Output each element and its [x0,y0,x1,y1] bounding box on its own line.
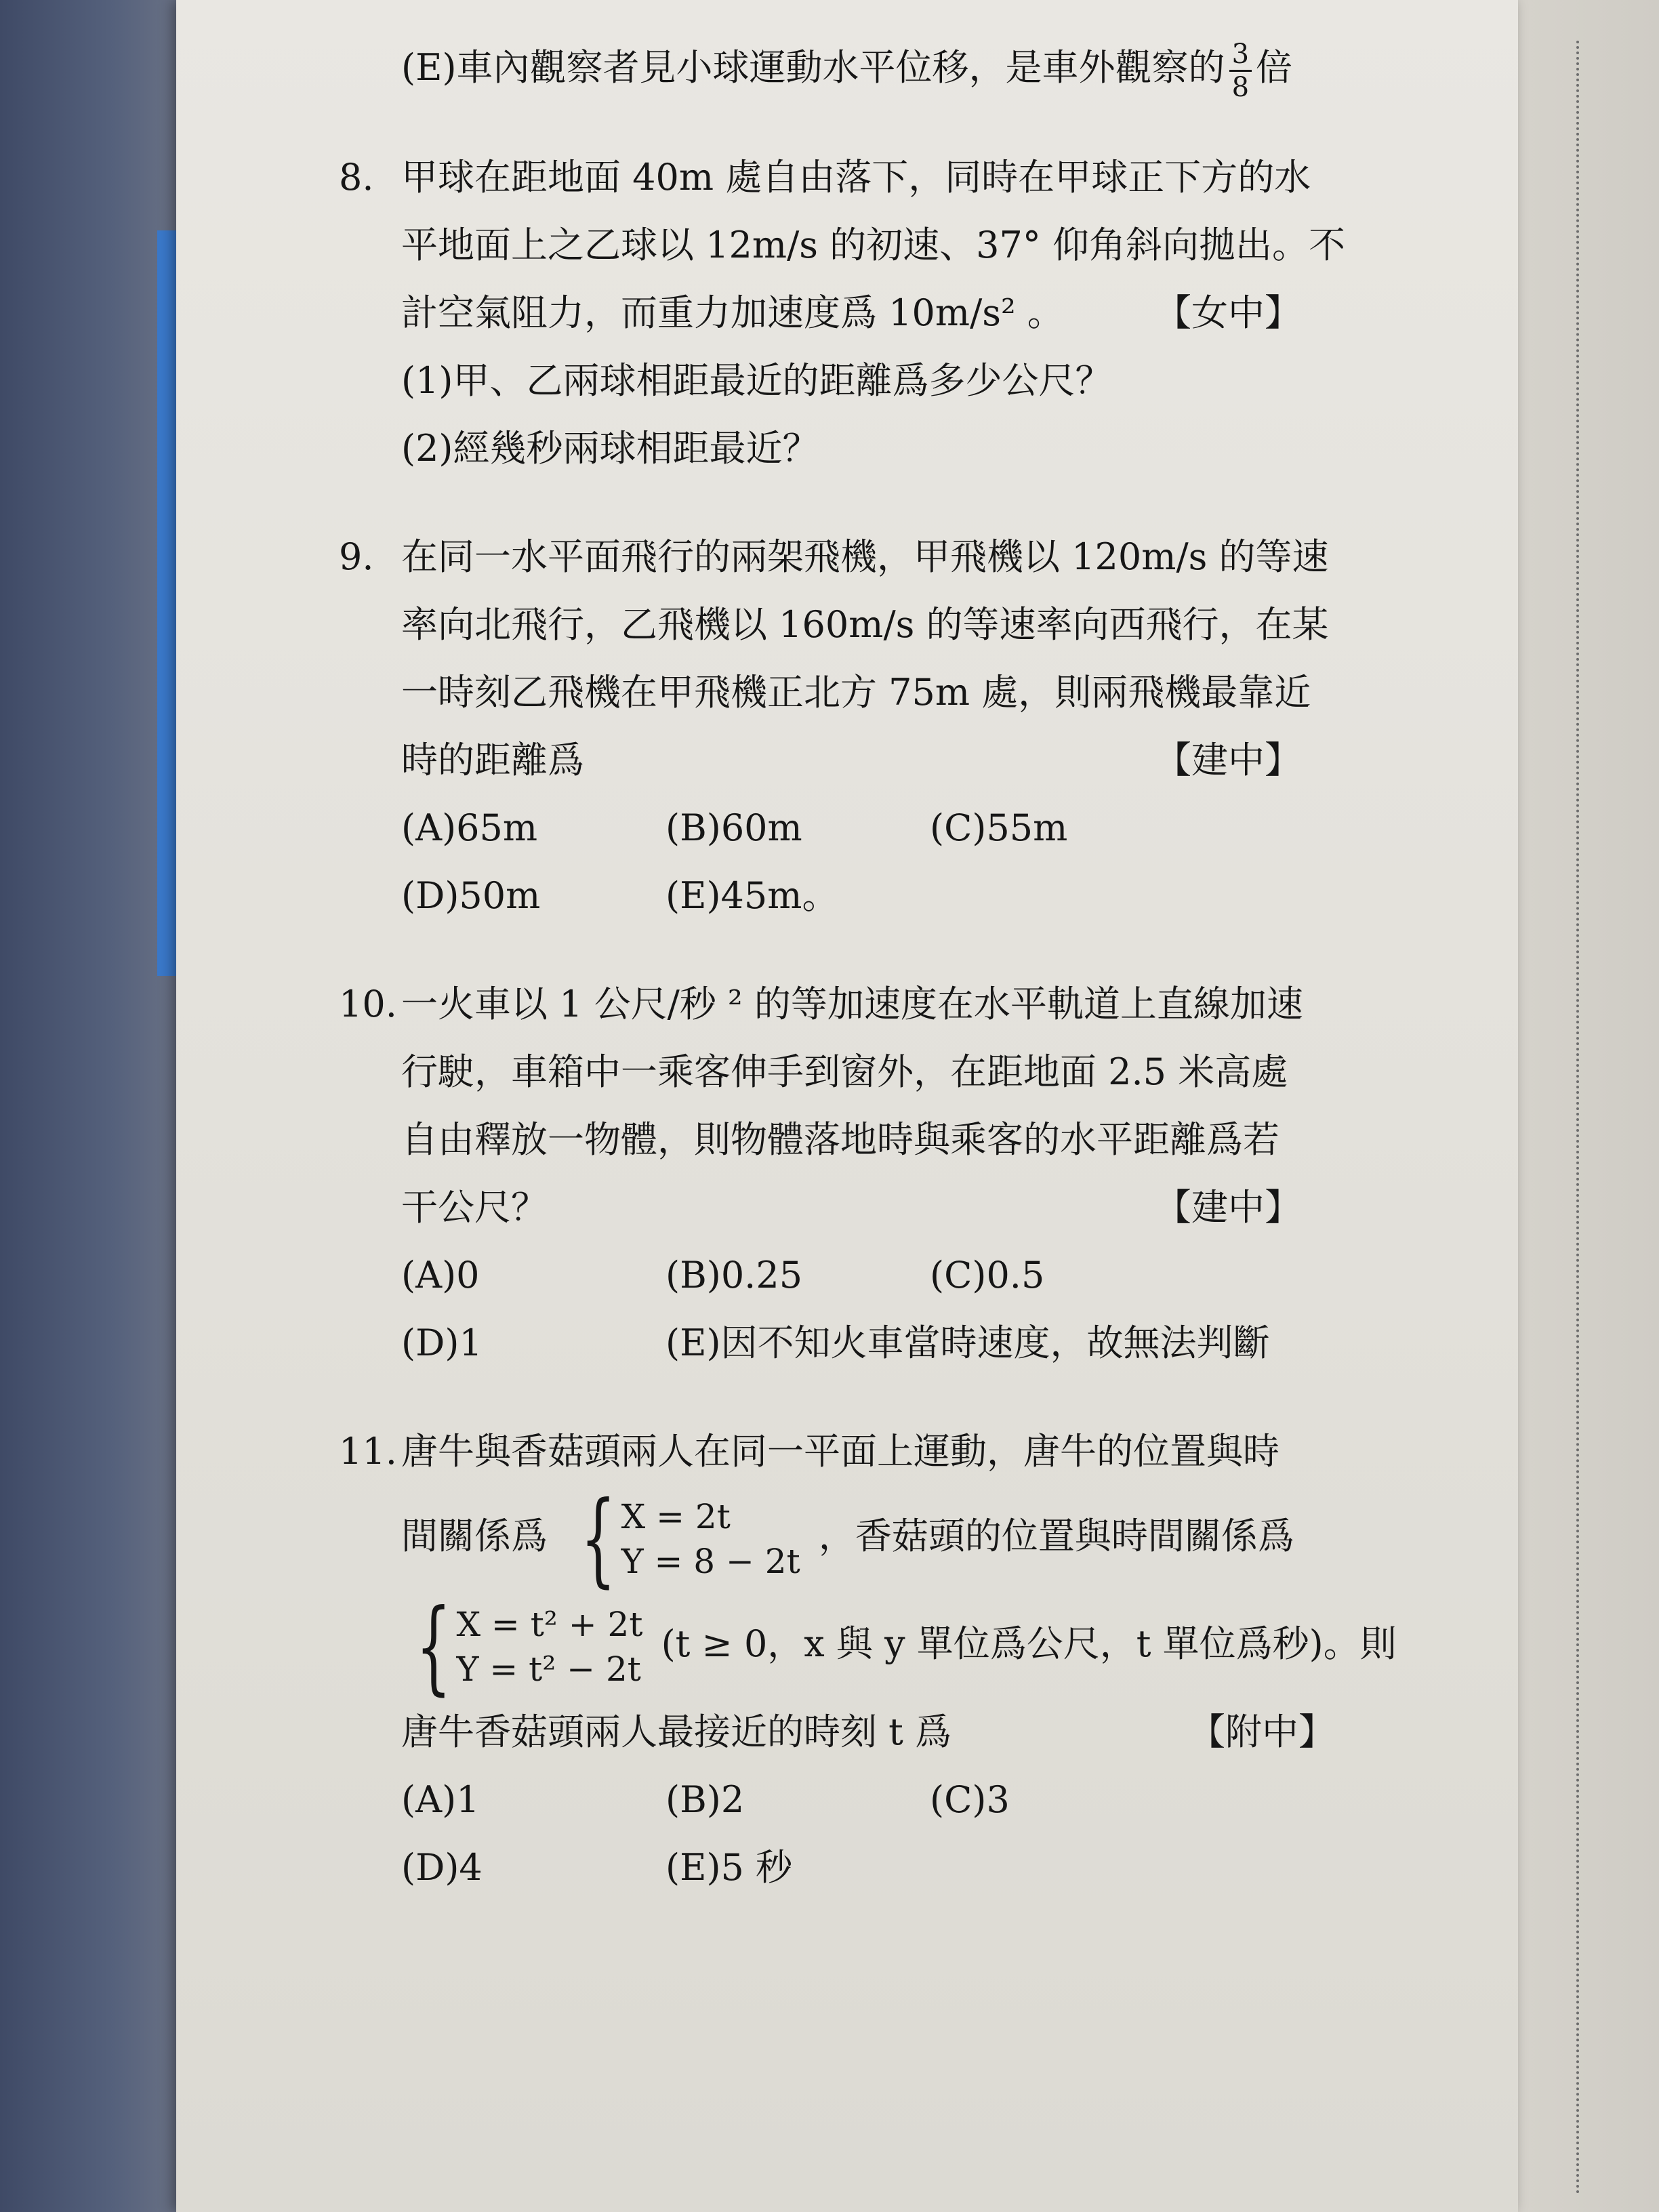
question-number: 10. [339,982,397,1025]
q8-sub2: (2)經幾秒兩球相距最近？ [401,426,819,470]
q8-text3: 計空氣阻力，而重力加速度爲 10m/s² 。 [401,291,1064,334]
q10-line2: 行駛，車箱中一乘客伸手到窗外，在距地面 2.5 米高處 [401,1050,1288,1093]
option-a: (A)0 [401,1253,480,1296]
source-tag: 【建中】 [1155,1185,1301,1229]
page-margin-rule [1576,41,1579,2196]
q10-text4: 干公尺？ [401,1185,548,1229]
option-e: (E)5 秒 [665,1845,793,1889]
page-content [339,34,1396,1902]
option-e: (E)因不知火車當時速度，故無法判斷 [665,1321,1270,1364]
equation-system-a [566,1479,800,1598]
question-number: 9. [339,535,374,578]
q10-options [339,1242,1396,1377]
q8-text1: 甲球在距地面 40m 處自由落下，同時在甲球正下方的水 [401,155,1311,199]
fraction-denominator: 8 [1231,71,1250,103]
option-d: (D)4 [401,1845,483,1889]
equation-line: Y = t² − 2t [456,1649,641,1689]
q8-line1 [339,144,1396,211]
option-c: (C)3 [930,1778,1010,1821]
fraction [1229,39,1252,103]
source-tag: 【女中】 [1155,291,1301,334]
q9-options [339,794,1396,930]
q11-text2-pre: 間關係爲 [401,1514,548,1557]
prev-question-tail [339,34,1396,103]
q10-line3: 自由釋放一物體，則物體落地時與乘客的水平距離爲若 [401,1118,1279,1161]
prev-option-e [339,34,1396,103]
question-9 [339,523,1396,930]
question-10 [339,970,1396,1377]
prev-option-e-suffix: 倍 [1256,46,1293,89]
q11-text4: 唐牛香菇頭兩人最接近的時刻 t 爲 [401,1710,952,1753]
option-b: (B)60m [665,806,802,849]
q11-line4 [339,1698,1396,1766]
source-tag: 【建中】 [1155,738,1301,781]
fraction-numerator: 3 [1229,39,1252,72]
equation-line: Y = 8 − 2t [621,1541,800,1581]
equation-line: X = 2t [621,1496,731,1536]
option-d: (D)1 [401,1321,483,1364]
q11-text2-post: ，香菇頭的位置與時間關係爲 [818,1514,1294,1557]
equation-line: X = t² + 2t [456,1604,643,1644]
option-a: (A)1 [401,1778,480,1821]
q11-line2 [339,1479,1396,1598]
q11-line3 [339,1587,1397,1706]
q10-line1 [339,970,1396,1038]
source-tag: 【附中】 [1189,1710,1335,1753]
q9-line4 [339,726,1396,794]
q8-line2: 平地面上之乙球以 12m/s 的初速、37° 仰角斜向拋出。不 [401,223,1346,266]
equation-system-b [401,1587,643,1706]
q11-line1 [339,1418,1396,1486]
question-11 [339,1418,1396,1902]
question-number: 11. [339,1429,397,1473]
option-a: (A)65m [401,806,538,849]
background-next-page [1503,0,1659,2212]
q9-text4: 時的距離爲 [401,738,584,781]
option-d: (D)50m [401,874,541,917]
q9-text1: 在同一水平面飛行的兩架飛機，甲飛機以 120m/s 的等速 [401,535,1329,578]
q8-sub1: (1)甲、乙兩球相距最近的距離爲多少公尺？ [401,359,1112,402]
q9-line2: 率向北飛行，乙飛機以 160m/s 的等速率向西飛行，在某 [401,602,1329,646]
q11-options [339,1766,1396,1902]
option-b: (B)2 [665,1778,745,1821]
option-c: (C)55m [930,806,1068,849]
q9-line3: 一時刻乙飛機在甲飛機正北方 75m 處，則兩飛機最靠近 [401,670,1311,714]
q11-text1: 唐牛與香菇頭兩人在同一平面上運動，唐牛的位置與時 [401,1429,1279,1473]
q10-text1: 一火車以 1 公尺/秒 ² 的等加速度在水平軌道上直線加速 [401,982,1303,1025]
option-c: (C)0.5 [930,1253,1045,1296]
option-e: (E)45m。 [665,874,839,917]
prev-option-e-text: (E)車內觀察者見小球運動水平位移，是車外觀察的 [401,46,1225,89]
q9-line1 [339,523,1396,591]
q10-line4 [339,1174,1396,1242]
option-b: (B)0.25 [665,1253,803,1296]
question-number: 8. [339,155,374,199]
q11-text3-post: (t ≥ 0，x 與 y 單位爲公尺，t 單位爲秒)。則 [661,1622,1397,1665]
brace-symbol: { [580,1479,617,1598]
q8-line3 [339,279,1396,347]
brace-symbol: { [415,1587,451,1706]
question-8 [339,144,1396,483]
